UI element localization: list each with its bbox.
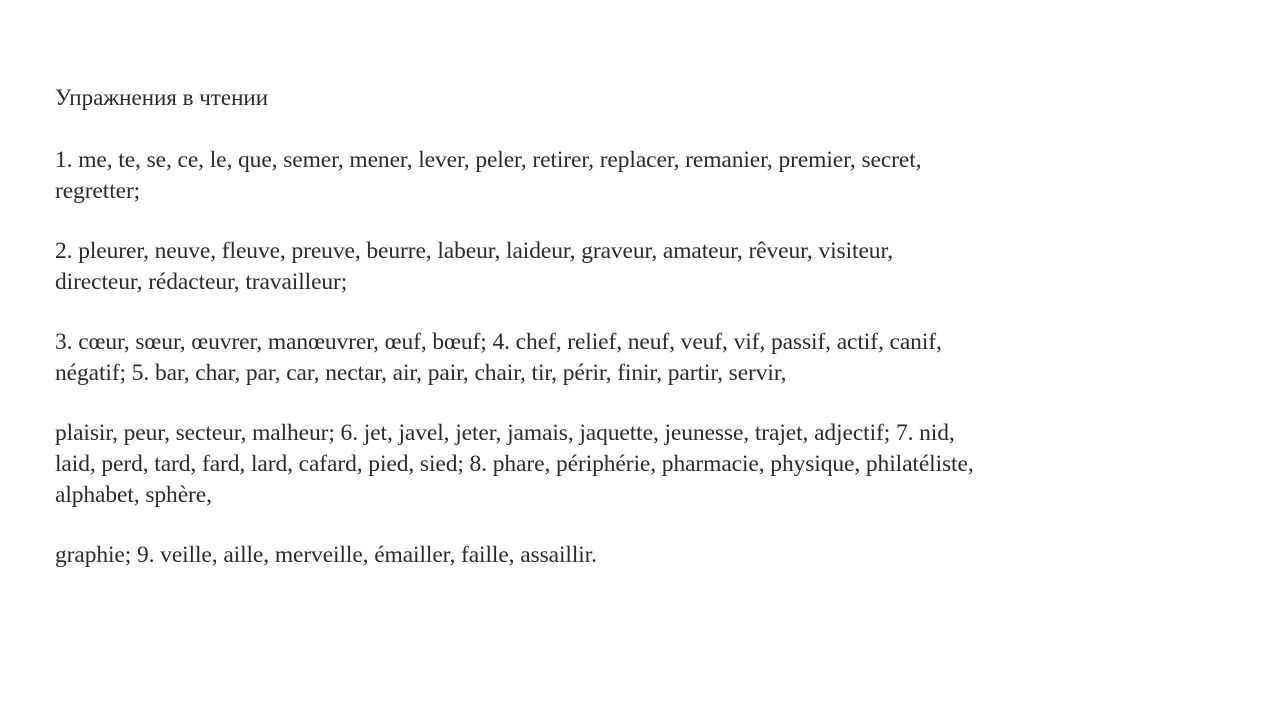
exercise-paragraph-1 (55, 145, 1260, 207)
text-line: directeur, rédacteur, travailleur; (55, 269, 348, 295)
text-line: 3. cœur, sœur, œuvrer, manœuvrer, œuf, bœuf; 4. chef, relief, neuf, veuf, vif, passif, actif, canif, (55, 329, 942, 355)
text-line: plaisir, peur, secteur, malheur; 6. jet, javel, jeter, jamais, jaquette, jeunesse, trajet, adjectif; 7. nid, (55, 420, 955, 446)
text-line: laid, perd, tard, fard, lard, cafard, pied, sied; 8. phare, périphérie, pharmacie, physique, philatéliste, (55, 451, 974, 477)
text-line: regretter; (55, 178, 141, 204)
exercise-paragraph-3 (55, 327, 1260, 389)
text-line: négatif; 5. bar, char, par, car, nectar, air, pair, chair, tir, périr, finir, partir, servir, (55, 360, 787, 386)
document-page (55, 83, 1260, 571)
exercise-paragraph-4 (55, 418, 1260, 511)
text-line: graphie; 9. veille, aille, merveille, émailler, faille, assaillir. (55, 542, 597, 568)
exercise-paragraph-2 (55, 236, 1260, 298)
exercise-paragraph-5 (55, 540, 1260, 571)
text-line: 2. pleurer, neuve, fleuve, preuve, beurre, labeur, laideur, graveur, amateur, rêveur, visiteur, (55, 238, 894, 264)
text-line: alphabet, sphère, (55, 482, 212, 508)
text-line: 1. me, te, se, ce, le, que, semer, mener, lever, peler, retirer, replacer, remanier, premier, secret, (55, 147, 922, 173)
document-title: Упражнения в чтении (55, 85, 268, 110)
